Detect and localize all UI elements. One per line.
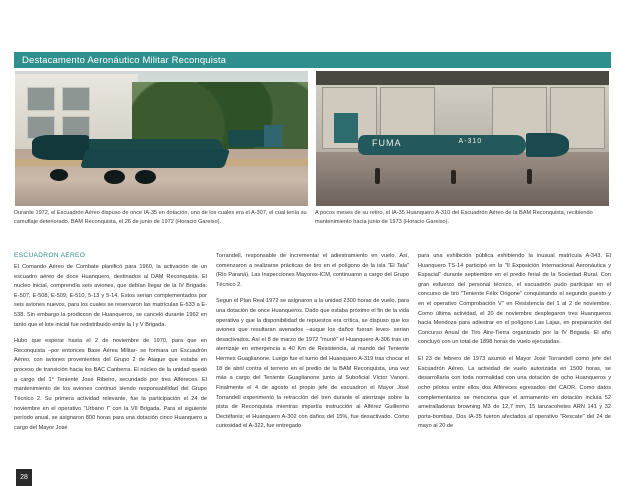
photo-caption-left: Durante 1972, el Escuadrón Aéreo dispuso de once IA-35 en dotación, uno de los cuales era el A-307, el cual tenía su camuflaje deteriorado. BAM Reconquista, el 26 de junio de 1972 (Horacio Gareiso). (14, 210, 307, 226)
photo2-tail-fin (334, 113, 358, 143)
caption-row (14, 209, 611, 227)
section-header-title: Destacamento Aeronáutico Militar Reconquista (22, 54, 227, 66)
photo2-nose (526, 133, 569, 157)
photo1-wing (80, 149, 231, 168)
article-columns (14, 252, 613, 440)
photo2-serial-marking: A-310 (458, 138, 483, 146)
photo1-window (62, 87, 90, 111)
photo1-nose (32, 135, 89, 160)
paragraph: para una exhibición pública exhibiendo la inusual matrícula A-343. El Huanquero TS-14 participó en la "II Exposición Internacional Aeronáutica y Espacial" durante septiembre en el predio ferial de la Sociedad Rural. Con gran esfuerzo del personal técnico, el escuadrón pudo participar en el concurso de tiro "Teniente Félix Origone" conquistando el segundo puesto y en el operativo Comprobación V" en Resistencia del 1 al 2 de noviembre. Como última actividad, el 20 de noviembre desplegaron tres Huanqueros hacia Mendoza para adiestrar en el polígono Las Lajas, en preparación del Concurso Anual de Tiro Aire-Tierra organizado por la IV Brigada. El año concluyó con un total de 1898 horas de vuelo ejecutadas. (418, 253, 611, 346)
paragraph: El Comando Aéreo de Combate planificó para 1960, la activación de un escuadro aéreo de doce Huanquero, destinados al DAM Reconquista. El nucleo inicial, comprendía seis aviones, que debían llegar de la IV Brigada: E-507, E-508, E-509, E-510, 5-13 y 5-14. Estos serian complementados por seis aviones nuevos, para los cuales se reservaron las matrículas E-533 a E-538. Sin embargo la prodiccon de Huanqueros, se canceló durante 1962 en tanto que el lote inicial fue redistribuido entre la I y V Brigada. (14, 264, 207, 328)
photo-row (14, 70, 611, 207)
paragraph: Hubo que esperar hasta el 2 de noviembre de 1970, para que en Reconquista –por entonces Base Aérea Militar- se formara un Escuadrón Aéreo, con aviones provenientes del Grupo 2 de Ataque que estaba en proceso de transición hacia los BAC Canberra. El núcleo de la unidad quedó a cargo del 1° Teniente José Ribeiro, secundado por tres Alféreces. El mantenimiento de los aviones continuó siendo responsabilidad del Grupo Técnico 2. Su primera actividad relevante, fue la participación el 24 de noviembre en el operativo "Urbano I" con la VII Brigada. Para el siguiente período anual, se asignaron 800 horas para una dotación cinco Huanquero a cargo del Mayor José (14, 338, 207, 431)
photo-ia35-a310-hangar (315, 70, 610, 207)
article-column-1 (14, 252, 207, 440)
photo2-technician (527, 169, 532, 184)
section-header-bar (14, 52, 611, 68)
paragraph: Segun el Plan Real 1972 se asignaron a la unidad 2300 horas de vuelo, para una dotación de once Huanqueros. Dado que estaba próximo el fin de la vida operativa y que la disponibilidad de repuestos era crítica, se dispuso que los aviones que resultaran avenados –auque los daños fueran leves- serian desactivados. Así el 8 de marzo de 1972 "murió" el Huanquero A-306 tras un aterrizaje en emergencia a 40 Km de Resistencia, al mando del Teniente Hermes Guaglianone. Luego fue el turno del Huanquero A-319 tras chocar el 18 de abril contra el terreno en el predio de la BAM Reconquista, una vez más a cargo del Teniente Guaglianone junto al Suboficial Víctor Vanoni. Finalmente el 4 de agosto el propio jefe de escuadron el Mayor José Torrandell experimentó la retracción del tren durante el aterrizaje sobre la pista de Reconquista mientras impartía instrucción al Alférez Guillermo Dectéfanis; el Huanquero A-302 con daños del 15%, fue desactivado. Como curiosidad el A-322, fue entregado (216, 298, 409, 430)
page-number-badge: 28 (16, 469, 32, 486)
photo1-tail-fin (264, 125, 282, 147)
photo1-aircraft (27, 125, 285, 179)
photo2-aircraft (334, 122, 574, 176)
photo2-technician (375, 168, 380, 184)
photo2-fuselage-marking: FUMA (372, 138, 402, 149)
article-column-2 (216, 252, 409, 440)
photo-caption-right: A pocos meses de su retiro, el IA-35 Huanquero A-310 del Escuadrón Aéreo de la BAM Reconquista, recibiendo mantenimiento hacia junio de 1973 (Horacio Gareiso). (315, 210, 593, 226)
article-column-3 (418, 252, 611, 440)
paragraph: Torrandell, responsable de incrementar el adiestramiento en vuelo. Así, comenzaron a realizarse prácticas de tiro en el polígono de la isla "El Tala" (Río Paraná). Las Inspecciones Mayores-ICM, continuaron a cargo del Grupo Técnico 2. (216, 253, 409, 288)
section-heading-escuadron-aereo: ESCUADRON AEREO (14, 252, 86, 259)
photo1-window (27, 87, 55, 111)
photo-ia35-a307-apron (14, 70, 309, 207)
paragraph: El 23 de febrero de 1973 asumió el Mayor José Torrandell como jefe del Escuadrón Aéreo. La actividad de vuelo autorizada en 1500 horas, se desarrollaría con toda normalidad con una dotación de ocho Huanqueros y ocho pilotos entre ellos dos Alféreces egresados del CAOR. Como datos complementarios se menciona que el armamento en dotación incluía 52 ametralladoras browning M3 de 12,7 mm, 15 lanzacohetes ARN 141 y 32 porta-bombas. Dos IA-35 fueron afectados al operativo "Rescate" del 24 de mayo al 20 de (418, 356, 611, 430)
photo2-roof-beam (316, 71, 609, 85)
photo2-technician (451, 170, 456, 184)
